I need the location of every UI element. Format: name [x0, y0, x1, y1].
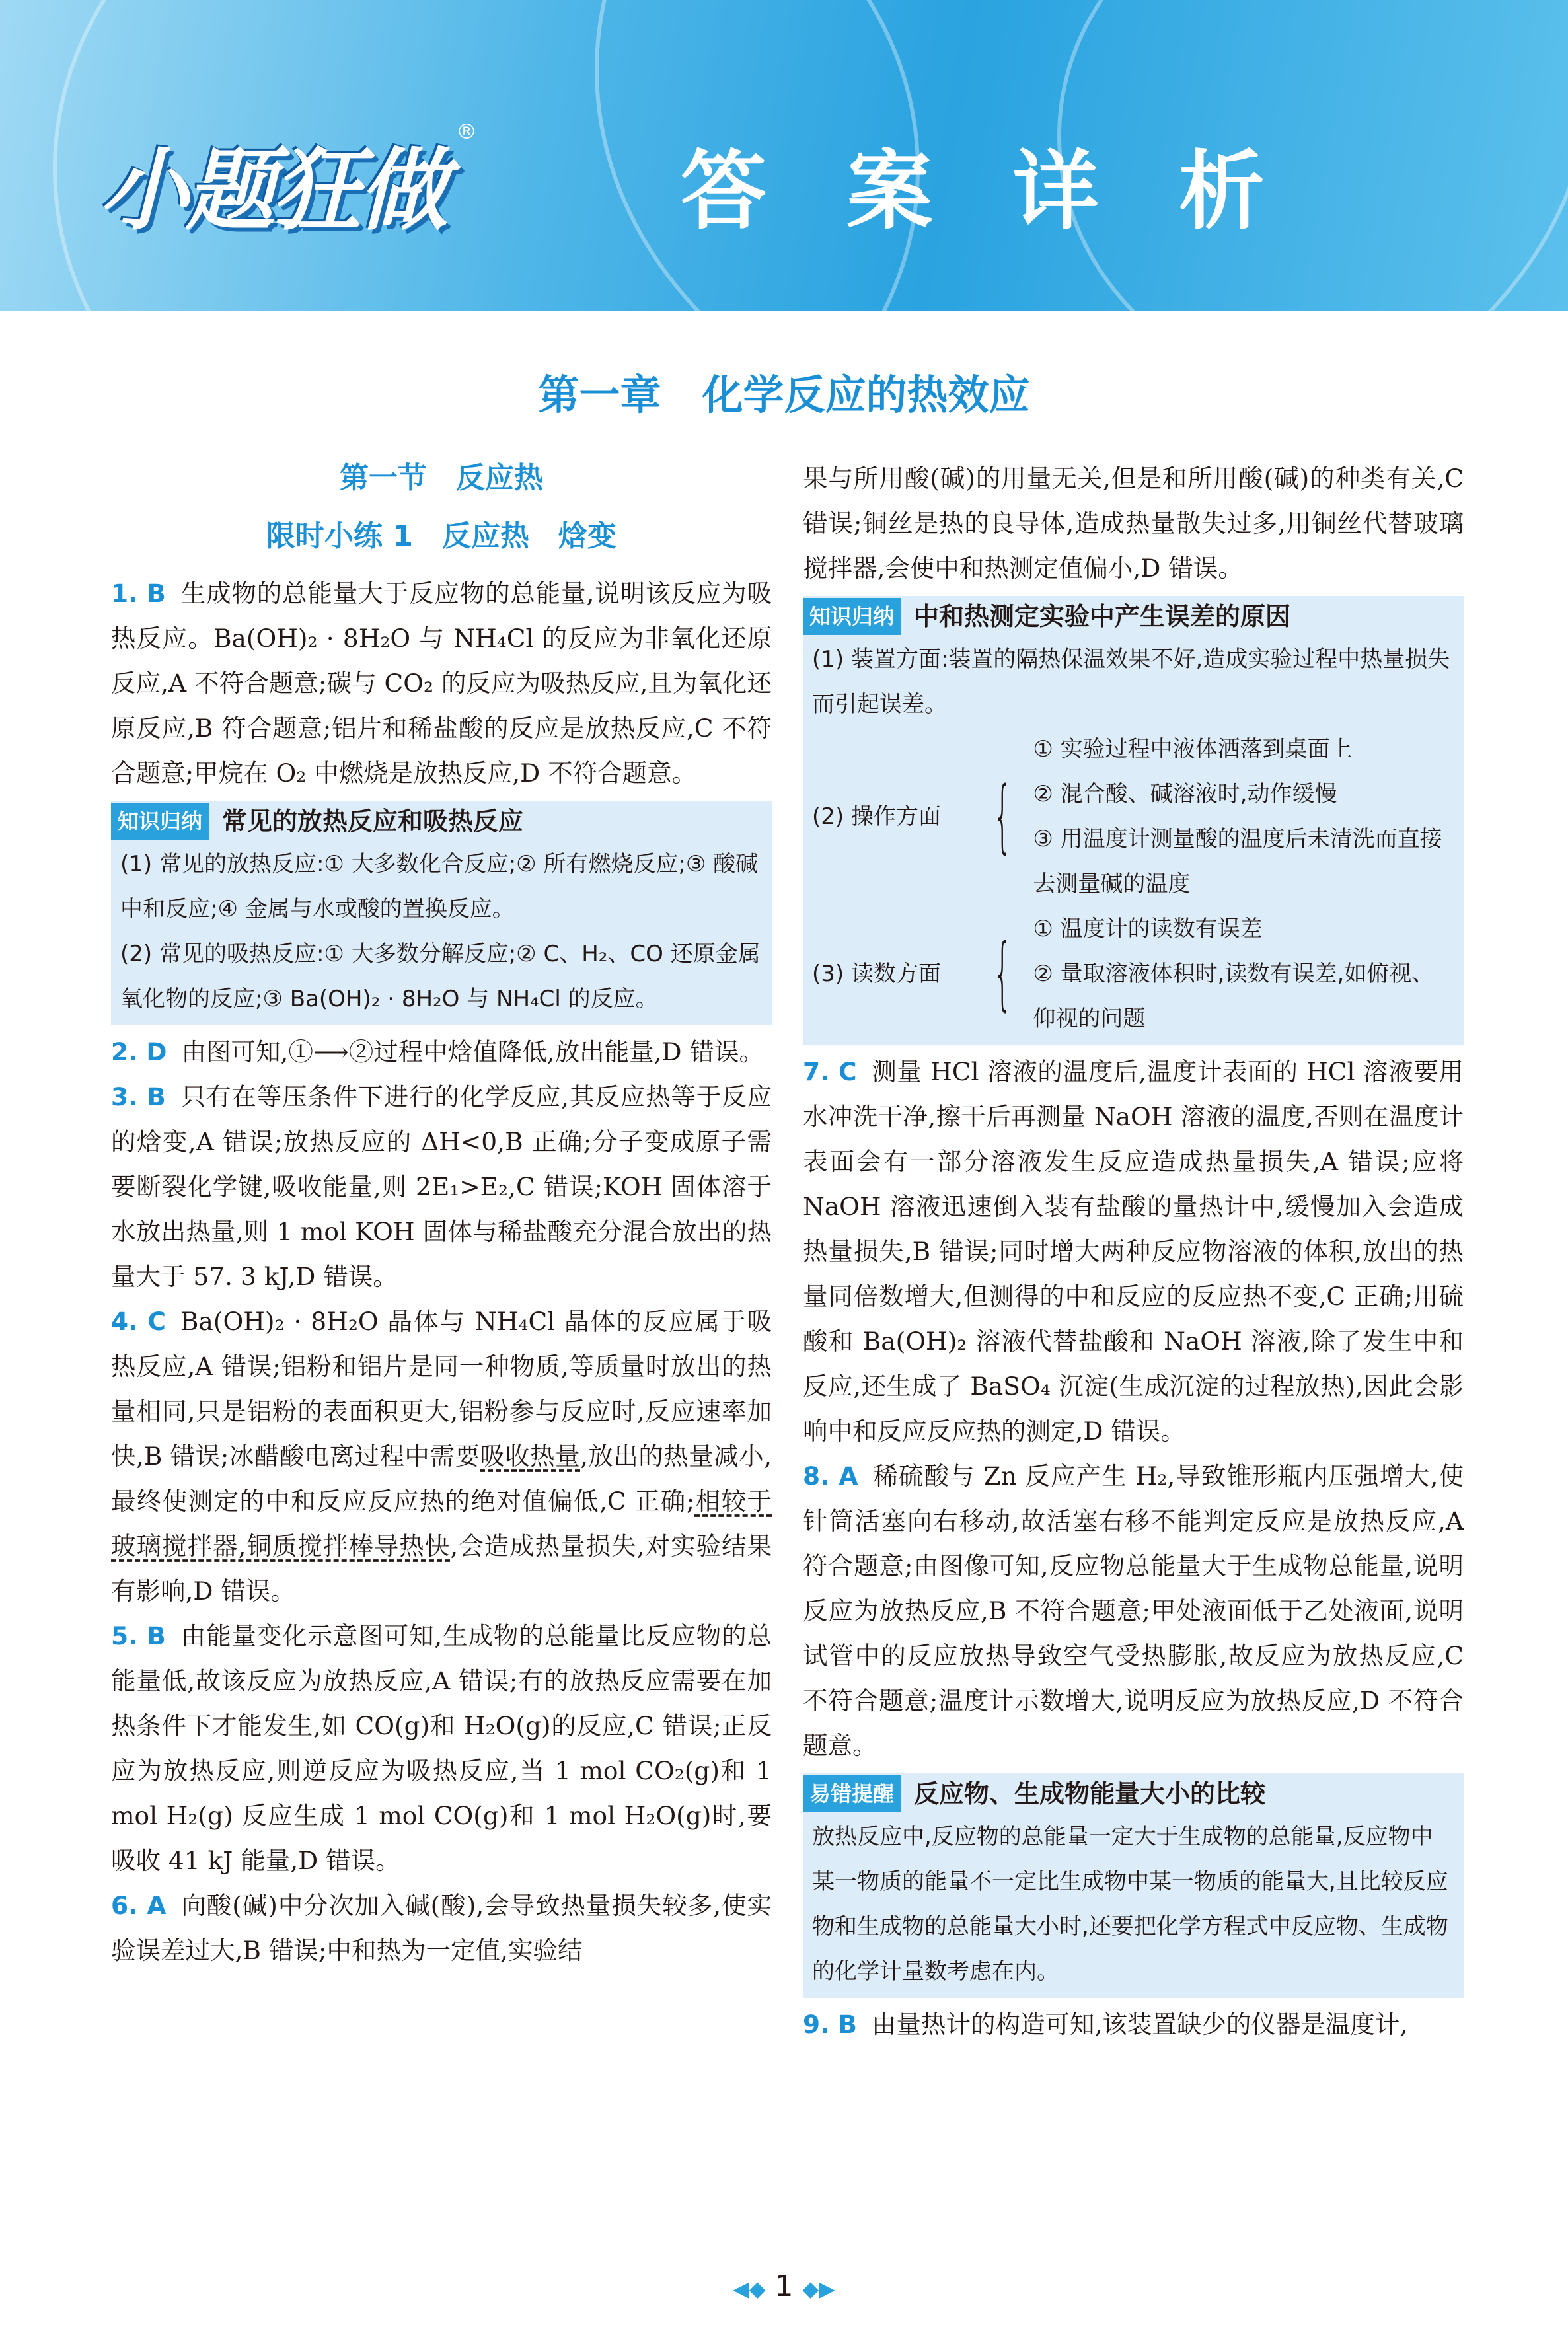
brace-group-reading: (3) 读数方面 { ① 温度计的读数有误差 ② 量取溶液体积时,读数有误差,如俯视、仰视的问题 — [812, 916, 1435, 1032]
box-title: 常见的放热反应和吸热反应 — [222, 807, 524, 836]
page-footer — [0, 2270, 1568, 2303]
section-title: 第一节 反应热 — [340, 461, 543, 495]
answer-2: 2. D 由图可知,①⟶②过程中焓值降低,放出能量,D 错误。 — [111, 1037, 765, 1066]
answer-6-continued: 果与所用酸(碱)的用量无关,但是和所用酸(碱)的种类有关,C 错误;铜丝是热的良导体,造成热量散失过多,用铜丝代替玻璃搅拌器,会使中和热测定值偏小,D 错误。 — [803, 464, 1464, 583]
left-column — [111, 456, 772, 1973]
chapter-title: 第一章 化学反应的热效应 — [538, 371, 1030, 419]
tag-label: 知识归纳 — [803, 598, 901, 635]
answer-9: 9. B 由量热计的构造可知,该装置缺少的仪器是温度计, — [803, 2010, 1408, 2039]
box-title: 反应物、生成物能量大小的比较 — [914, 1779, 1266, 1808]
answer-1: 1. B 生成物的总能量大于反应物的总能量,说明该反应为吸热反应。Ba(OH)₂ · 8H₂O 与 NH₄Cl 的反应为非氧化还原反应,A 不符合题意;碳与 CO₂ 的反应为吸热反应,且为氧化还原反应,B 符合题意;铝片和稀盐酸的反应是放热反应,C 不符合题意;甲烷在 O₂ 中燃烧是放热反应,D 不符合题意。 — [111, 579, 772, 788]
brand-logo: 小题狂做 — [99, 139, 445, 242]
page-number: 1 — [774, 2270, 794, 2303]
brace-group-operation: (2) 操作方面 { ① 实验过程中液体洒落到桌面上 ② 混合酸、碱溶液时,动作缓慢 ③ 用温度计测量酸的温度后未清洗而直接去测量碱的温度 — [812, 736, 1442, 897]
header-banner — [0, 0, 1568, 311]
answer-7: 7. C 测量 HCl 溶液的温度后,温度计表面的 HCl 溶液要用水冲洗干净,擦干后再测量 NaOH 溶液的温度,否则在温度计表面会有一部分溶液发生反应造成热量损失,A 错误;应将 NaOH 溶液迅速倒入装有盐酸的量热计中,缓慢加入会造成热量损失,B 错误;同时增大两种反应物溶液的体积,放出的热量同倍数增大,但测得的中和反应的反应热不变,C 正确;用硫酸和 Ba(OH)₂ 溶液代替盐酸和 NaOH 溶液,除了发生中和反应,还生成了 BaSO₄ 沉淀(生成沉淀的过程放热),因此会影响中和反应反应热的测定,D 错误。 — [803, 1057, 1464, 1446]
answer-6: 6. A 向酸(碱)中分次加入碱(酸),会导致热量损失较多,使实验误差过大,B 错误;中和热为一定值,实验结 — [111, 1891, 772, 1965]
fish-right-icon: ◆▶ — [802, 2276, 835, 2301]
knowledge-box-2: 知识归纳 中和热测定实验中产生误差的原因 (1) 装置方面:装置的隔热保温效果不好,造成实验过程中热量损失而引起误差。 (2) 操作方面 { ① 实验过程中液体洒落到桌面上 ② 混合酸、碱溶液时,动作缓慢 ③ 用温度计测量酸的温度后未清洗而直接去测量碱的温度 (3) 读数方面 { ① 温度计的读数有误差 ② 量取溶液体积时,读数有误差,如俯视、仰视的问题 — [803, 596, 1464, 1045]
box-title: 中和热测定实验中产生误差的原因 — [914, 602, 1291, 631]
fish-left-icon: ◀◆ — [733, 2276, 766, 2301]
brace-icon: { — [992, 928, 1013, 1019]
warning-box: 易错提醒 反应物、生成物能量大小的比较 放热反应中,反应物的总能量一定大于生成物的总能量,反应物中某一物质的能量不一定比生成物中某一物质的能量大,且比较反应物和生成物的总能量大小时,还要把化学方程式中反应物、生成物的化学计量数考虑在内。 — [803, 1773, 1464, 1998]
exercise-title: 限时小练 1 反应热 焓变 — [266, 519, 616, 553]
answer-4: 4. C Ba(OH)₂ · 8H₂O 晶体与 NH₄Cl 晶体的反应属于吸热反应,A 错误;铝粉和铝片是同一种物质,等质量时放出的热量相同,只是铝粉的表面积更大,铝粉参与反应时,反应速率加快,B 错误;冰醋酸电离过程中需要吸收热量,放出的热量减小,最终使测定的中和反应反应热的绝对值偏低,C 正确;相较于玻璃搅拌器,铜质搅拌棒导热快,会造成热量损失,对实验结果有影响,D 错误。 — [111, 1307, 772, 1605]
answer-3: 3. B 只有在等压条件下进行的化学反应,其反应热等于反应的焓变,A 错误;放热反应的 ΔH<0,B 正确;分子变成原子需要断裂化学键,吸收能量,则 2E₁>E₂,C 错误;KOH 固体溶于水放出热量,则 1 mol KOH 固体与稀盐酸充分混合放出的热量大于 57. 3 kJ,D 错误。 — [111, 1082, 772, 1291]
registered-mark: ® — [456, 119, 477, 144]
answer-8: 8. A 稀硫酸与 Zn 反应产生 H₂,导致锥形瓶内压强增大,使针筒活塞向右移动,故活塞右移不能判定反应是放热反应,A 符合题意;由图像可知,反应物总能量大于生成物总能量,说明反应为放热反应,B 不符合题意;甲处液面低于乙处液面,说明试管中的反应放热导致空气受热膨胀,故反应为放热反应,C 不符合题意;温度计示数增大,说明反应为放热反应,D 不符合题意。 — [803, 1461, 1464, 1760]
brace-icon: { — [992, 770, 1013, 862]
answer-5: 5. B 由能量变化示意图可知,生成物的总能量比反应物的总能量低,故该反应为放热反应,A 错误;有的放热反应需要在加热条件下才能发生,如 CO(g)和 H₂O(g)的反应,C 错误;正反应为放热反应,则逆反应为吸热反应,当 1 mol CO₂(g)和 1 mol H₂(g) 反应生成 1 mol CO(g)和 1 mol H₂O(g)时,要吸收 41 kJ 能量,D 错误。 — [111, 1621, 772, 1875]
tag-label: 知识归纳 — [111, 803, 209, 840]
tag-label: 易错提醒 — [803, 1775, 901, 1812]
right-column — [803, 456, 1464, 2047]
banner-title: 答 案 详 析 — [681, 141, 1290, 241]
knowledge-box-1: 知识归纳 常见的放热反应和吸热反应 (1) 常见的放热反应:① 大多数化合反应;② 所有燃烧反应;③ 酸碱中和反应;④ 金属与水或酸的置换反应。 (2) 常见的吸热反应:① 大多数分解反应;② C、H₂、CO 还原金属氧化物的反应;③ Ba(OH)₂ · 8H₂O 与 NH₄Cl 的反应。 — [111, 801, 772, 1025]
